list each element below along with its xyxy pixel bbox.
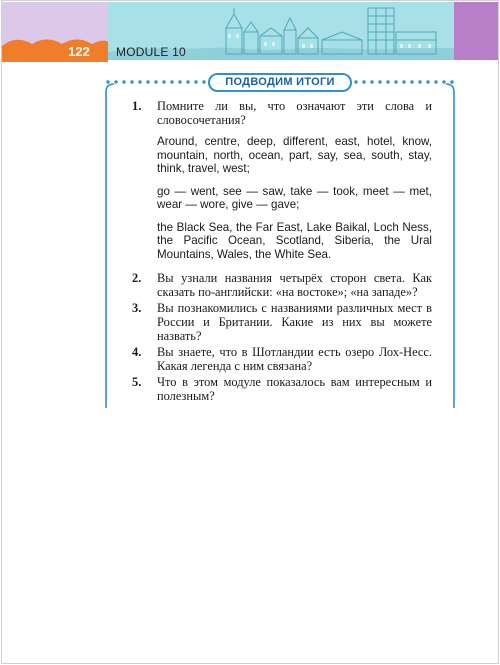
- question-number: 1.: [132, 99, 142, 113]
- question-number: 4.: [132, 345, 142, 359]
- vocab-verbs: go — went, see — saw, take — took, meet — met, wear — wore, give — gave;: [157, 184, 432, 211]
- module-label: MODULE 10: [116, 45, 186, 59]
- vocab-places: the Black Sea, the Far East, Lake Baikal, Loch Ness, the Pacific Ocean, Scotland, Siberia, the Ural Mountains, Wales, the White Sea.: [157, 220, 432, 261]
- question-text: Вы познакомились с названиями различных мест в России и Британии. Какие из них вы можете назвать?: [157, 301, 432, 343]
- vocab-words: Around, centre, deep, different, east, hotel, know, mountain, north, ocean, part, say, sea, south, stay, think, travel, west;: [157, 135, 432, 175]
- page-number: 122: [68, 44, 90, 59]
- question-item: [132, 271, 432, 299]
- question-text: Помните ли вы, что означают эти слова и словосочетания?: [157, 99, 432, 127]
- header-purple-right: [454, 2, 498, 60]
- question-number: 5.: [132, 375, 142, 389]
- question-list: [132, 99, 432, 405]
- question-text: Вы знаете, что в Шотландии есть озеро Лох-Несс. Какая легенда с ним связана?: [157, 345, 432, 373]
- question-item: [132, 375, 432, 403]
- question-item: [132, 301, 432, 343]
- question-item: [132, 345, 432, 373]
- question-text: Вы узнали названия четырёх сторон света. Как сказать по-английски: «на востоке»; «на западе»?: [157, 271, 432, 299]
- question-text: Что в этом модуле показалось вам интересным и полезным?: [157, 375, 432, 403]
- question-number: 3.: [132, 301, 142, 315]
- section-title: ПОДВОДИМ ИТОГИ: [225, 76, 335, 88]
- question-number: 2.: [132, 271, 142, 285]
- question-item: [132, 99, 432, 261]
